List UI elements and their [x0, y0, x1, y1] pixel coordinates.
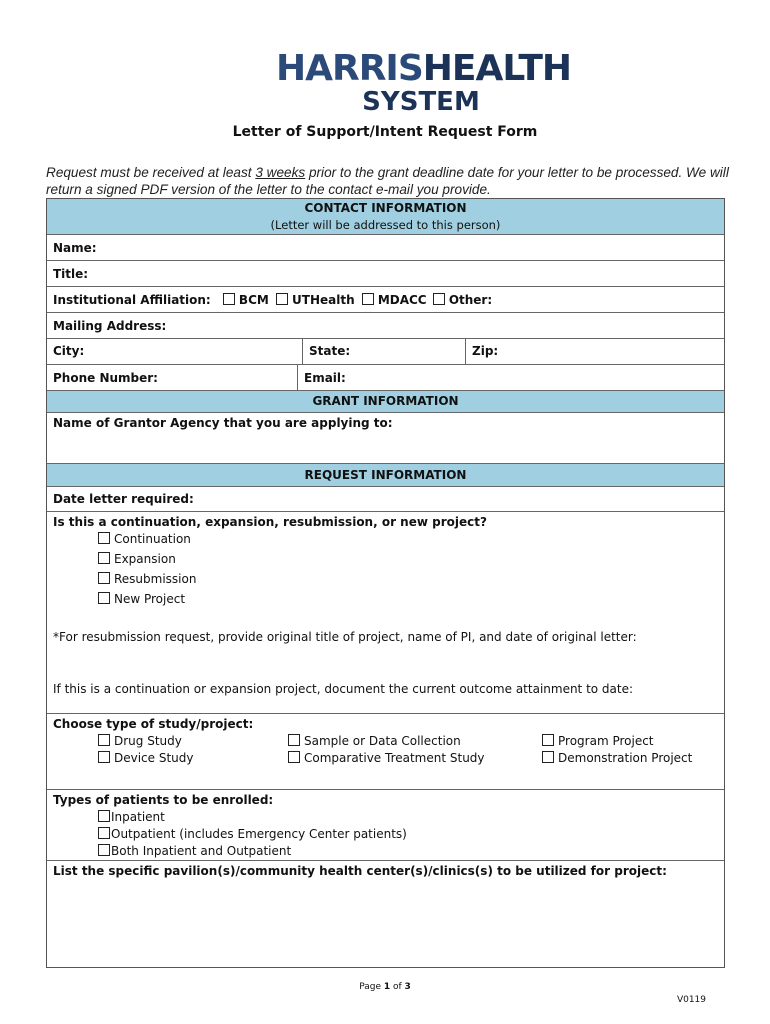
form-title: Letter of Support/Intent Request Form	[232, 124, 538, 140]
both-patients-label: Both Inpatient and Outpatient	[111, 844, 292, 858]
phone-label: Phone Number:	[53, 371, 158, 385]
mailing-label: Mailing Address:	[53, 319, 167, 333]
project-type-section	[47, 512, 724, 714]
option-other-label: Other:	[448, 293, 493, 307]
email-field[interactable]	[297, 365, 724, 390]
checkbox-uthealth[interactable]	[276, 293, 288, 305]
option-outpatient[interactable]	[98, 827, 407, 841]
name-label: Name:	[53, 241, 97, 255]
date-required-field[interactable]	[47, 487, 724, 512]
checkbox-both-patients[interactable]	[98, 844, 110, 856]
checkbox-inpatient[interactable]	[98, 810, 110, 822]
study-type-label: Choose type of study/project:	[53, 717, 254, 731]
date-required-label: Date letter required:	[53, 492, 194, 506]
city-field[interactable]	[47, 339, 302, 364]
intro-emphasis: 3 weeks	[255, 165, 306, 180]
program-project-label: Program Project	[558, 734, 654, 748]
grantor-agency-field[interactable]	[47, 413, 724, 464]
continuation-note: If this is a continuation or expansion project, document the current outcome attainment to date:	[53, 682, 634, 696]
resubmission-label: Resubmission	[114, 572, 197, 586]
harris-health-logo	[276, 48, 572, 118]
phone-email-row	[47, 365, 724, 391]
request-section-header: REQUEST INFORMATION	[47, 464, 724, 487]
page-number	[0, 982, 770, 992]
option-expansion[interactable]	[98, 552, 176, 566]
title-label: Title:	[53, 267, 89, 281]
checkbox-comparative-treatment[interactable]	[288, 751, 300, 763]
page-current: 1	[383, 982, 391, 992]
contact-section-header	[47, 199, 724, 235]
checkbox-expansion[interactable]	[98, 552, 110, 564]
mailing-address-field[interactable]	[47, 313, 724, 339]
checkbox-continuation[interactable]	[98, 532, 110, 544]
affiliation-option-uthealth[interactable]	[276, 293, 355, 307]
email-label: Email:	[304, 371, 346, 385]
patient-types-label: Types of patients to be enrolled:	[53, 793, 274, 807]
checkbox-other[interactable]	[433, 293, 445, 305]
title-field[interactable]	[47, 261, 724, 287]
checkbox-sample-collection[interactable]	[288, 734, 300, 746]
phone-field[interactable]	[47, 365, 297, 390]
page-total: 3	[404, 982, 411, 992]
page-prefix: Page	[359, 982, 384, 992]
page-of: of	[390, 982, 405, 992]
option-drug-study[interactable]	[98, 734, 182, 748]
affiliation-option-other[interactable]	[433, 293, 492, 307]
checkbox-device-study[interactable]	[98, 751, 110, 763]
zip-label: Zip:	[472, 344, 499, 358]
option-inpatient[interactable]	[98, 810, 165, 824]
drug-study-label: Drug Study	[114, 734, 182, 748]
checkbox-demonstration-project[interactable]	[542, 751, 554, 763]
device-study-label: Device Study	[114, 751, 194, 765]
intro-text	[46, 164, 736, 198]
affiliation-label: Institutional Affiliation:	[53, 293, 211, 307]
contact-header-title: CONTACT INFORMATION	[304, 201, 467, 215]
option-uthealth-label: UTHealth	[292, 293, 355, 307]
affiliation-option-bcm[interactable]	[223, 293, 269, 307]
new-project-label: New Project	[114, 592, 186, 606]
zip-field[interactable]	[465, 339, 724, 364]
grant-section-header: GRANT INFORMATION	[47, 391, 724, 413]
option-continuation[interactable]	[98, 532, 191, 546]
option-new-project[interactable]	[98, 592, 185, 606]
affiliation-row	[47, 287, 724, 313]
option-mdacc-label: MDACC	[377, 293, 427, 307]
intro-after: prior to the grant deadline date for your letter to be processed. We will return a signed PDF version of the letter to the contact e-mail you provide.	[46, 165, 729, 197]
state-field[interactable]	[302, 339, 465, 364]
grantor-agency-label: Name of Grantor Agency that you are applying to:	[53, 416, 393, 430]
name-field[interactable]	[47, 235, 724, 261]
checkbox-bcm[interactable]	[223, 293, 235, 305]
option-device-study[interactable]	[98, 751, 194, 765]
checkbox-outpatient[interactable]	[98, 827, 110, 839]
continuation-label: Continuation	[114, 532, 191, 546]
resubmission-note: *For resubmission request, provide original title of project, name of PI, and date of original letter:	[53, 630, 637, 644]
checkbox-mdacc[interactable]	[362, 293, 374, 305]
version-code: V0119	[676, 995, 706, 1005]
option-sample-collection[interactable]	[288, 734, 461, 748]
logo-health: HEALTH	[422, 48, 572, 89]
contact-header-subtitle: (Letter will be addressed to this person)	[270, 218, 501, 232]
expansion-label: Expansion	[114, 552, 176, 566]
city-state-zip-row	[47, 339, 724, 365]
logo-harris: HARRIS	[276, 48, 423, 89]
option-both-patients[interactable]	[98, 844, 291, 858]
option-program-project[interactable]	[542, 734, 654, 748]
outpatient-label: Outpatient (includes Emergency Center patients)	[111, 827, 407, 841]
locations-label: List the specific pavilion(s)/community health center(s)/clinics(s) to be utilized for project:	[53, 864, 667, 878]
checkbox-program-project[interactable]	[542, 734, 554, 746]
locations-field[interactable]	[47, 861, 724, 967]
affiliation-option-mdacc[interactable]	[362, 293, 427, 307]
checkbox-resubmission[interactable]	[98, 572, 110, 584]
option-bcm-label: BCM	[238, 293, 269, 307]
option-demonstration-project[interactable]	[542, 751, 692, 765]
affiliation-group	[47, 287, 498, 312]
intro-before: Request must be received at least	[46, 165, 256, 180]
demonstration-project-label: Demonstration Project	[558, 751, 693, 765]
logo-system: SYSTEM	[362, 87, 480, 117]
inpatient-label: Inpatient	[111, 810, 165, 824]
sample-collection-label: Sample or Data Collection	[304, 734, 461, 748]
comparative-treatment-label: Comparative Treatment Study	[304, 751, 485, 765]
checkbox-new-project[interactable]	[98, 592, 110, 604]
study-type-section	[47, 714, 724, 790]
request-form	[46, 198, 725, 968]
option-resubmission[interactable]	[98, 572, 196, 586]
option-comparative-treatment[interactable]	[288, 751, 485, 765]
city-label: City:	[53, 344, 85, 358]
project-type-question: Is this a continuation, expansion, resubmission, or new project?	[53, 515, 487, 529]
state-label: State:	[309, 344, 351, 358]
checkbox-drug-study[interactable]	[98, 734, 110, 746]
patient-types-section	[47, 790, 724, 861]
